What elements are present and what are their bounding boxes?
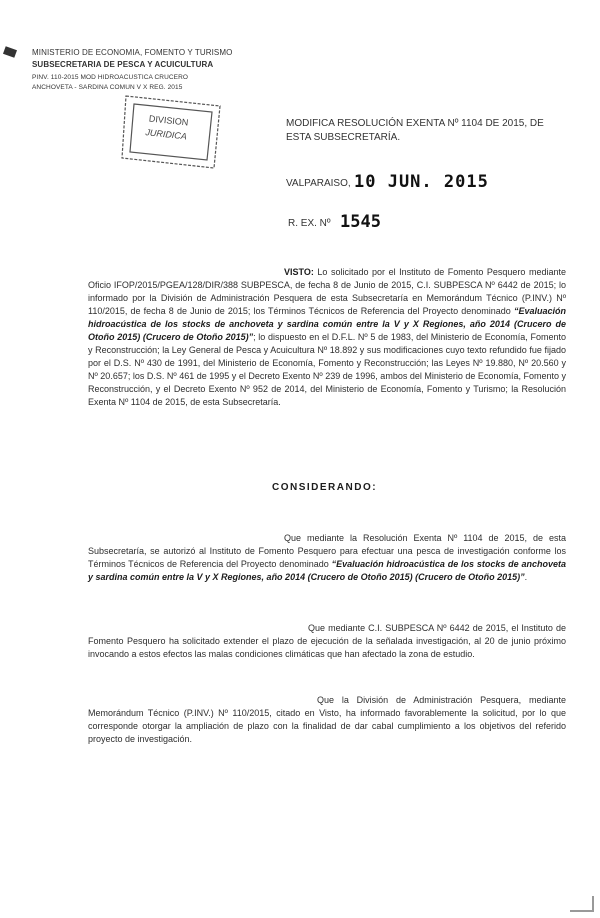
visto-project-title: “Evaluación hidroacústica de los stocks de anchoveta y sardina común entre la V y X Regiones, año 2014 (Crucero de Otoño 2015) (Crucero de Otoño 2015)” <box>88 306 566 342</box>
visto-paragraph <box>88 266 566 409</box>
resolution-date: 10 JUN. 2015 <box>354 172 489 192</box>
place-label: VALPARAISO, <box>286 178 351 189</box>
ministry-header: MINISTERIO DE ECONOMIA, FOMENTO Y TURISMO <box>32 48 233 57</box>
division-juridica-stamp <box>118 86 228 172</box>
considerando-2-text: Que mediante C.I. SUBPESCA Nº 6442 de 2015, el Instituto de Fomento Pesquero ha solicitado extender el plazo de ejecución de la señalada investigación, al 20 de junio próximo invocando a estos efectos las malas condiciones climáticas que han afectado la zona de estudio. <box>88 623 566 659</box>
undersecretariat-header: SUBSECRETARIA DE PESCA Y ACUICULTURA <box>32 60 214 69</box>
considerando-heading: CONSIDERANDO: <box>272 482 378 493</box>
resolution-subject: MODIFICA RESOLUCIÓN EXENTA Nº 1104 DE 2015, DE ESTA SUBSECRETARÍA. <box>286 118 544 143</box>
considerando-paragraph-1 <box>88 532 566 584</box>
visto-text-1: Lo solicitado por el Instituto de Fomento Pesquero mediante Oficio IFOP/2015/PGEA/128/DIR/388 SUBPESCA, de fecha 8 de Junio de 2015, C.I. SUBPESCA Nº 6442 de 2015; lo informado por la División de Administración Pesquera de esta Subsecretaría en Memorándum Técnico (P.INV.) Nº 110/2015, de fecha 8 de Junio de 2015; los Términos Técnicos de Referencia del Proyecto denominado <box>88 267 566 316</box>
stamp-line-2: JURIDICA <box>144 127 188 142</box>
considerando-1-text-2: . <box>524 572 528 582</box>
considerando-1-project-title: “Evaluación hidroacústica de los stocks de anchoveta y sardina común entre la V y X Regiones, año 2014 (Crucero de Otoño 2015) (Crucero de Otoño 2015)” <box>88 559 566 582</box>
visto-text-2: ; lo dispuesto en el D.F.L. Nº 5 de 1983, del Ministerio de Economía, Fomento y Reconstrucción; la Ley General de Pesca y Acuicultura Nº 18.892 y sus modificaciones cuyo texto refundido fue fijado por el D.S. Nº 430 de 1991, del Ministerio de Economía, Fomento y Reconstrucción; las Leyes Nº 19.880, Nº 20.560 y Nº 20.657; los D.S. Nº 461 de 1995 y el Decreto Exento Nº 239 de 1996, ambos del Ministerio de Economía, Fomento y Reconstrucción, y el Decreto Exento Nº 952 de 2014, del Ministerio de Economía, Fomento y Turismo; la Resolución Exenta Nº 1104 de 2015, de esta Subsecretaría. <box>88 332 566 407</box>
scan-corner-mark <box>570 896 594 912</box>
reference-code: PINV. 110-2015 MOD HIDROACUSTICA CRUCERO <box>32 74 189 81</box>
rex-number: 1545 <box>340 212 381 232</box>
species-line: ANCHOVETA - SARDINA COMUN V X REG. 2015 <box>32 84 183 91</box>
visto-label: VISTO: <box>284 267 314 277</box>
stamp-line-1: DIVISION <box>148 113 189 128</box>
rex-label: R. EX. Nº <box>288 218 331 229</box>
considerando-1-text-1: Que mediante la Resolución Exenta Nº 1104 de 2015, de esta Subsecretaría, se autorizó al Instituto de Fomento Pesquero para efectuar una pesca de investigación conforme los Términos Técnicos de Referencia del Proyecto denominado <box>88 533 566 569</box>
considerando-3-text: Que la División de Administración Pesquera, mediante Memorándum Técnico (P.INV.) Nº 110/2015, citado en Visto, ha informado favorablemente la solicitud, por lo que corresponde otorgar la ampliación de plazo con la finalidad de dar cabal cumplimiento a los objetivos del referido proyecto de investigación. <box>88 695 566 744</box>
considerando-paragraph-2 <box>88 622 566 661</box>
considerando-paragraph-3 <box>88 694 566 746</box>
scan-edge-mark <box>3 46 17 58</box>
